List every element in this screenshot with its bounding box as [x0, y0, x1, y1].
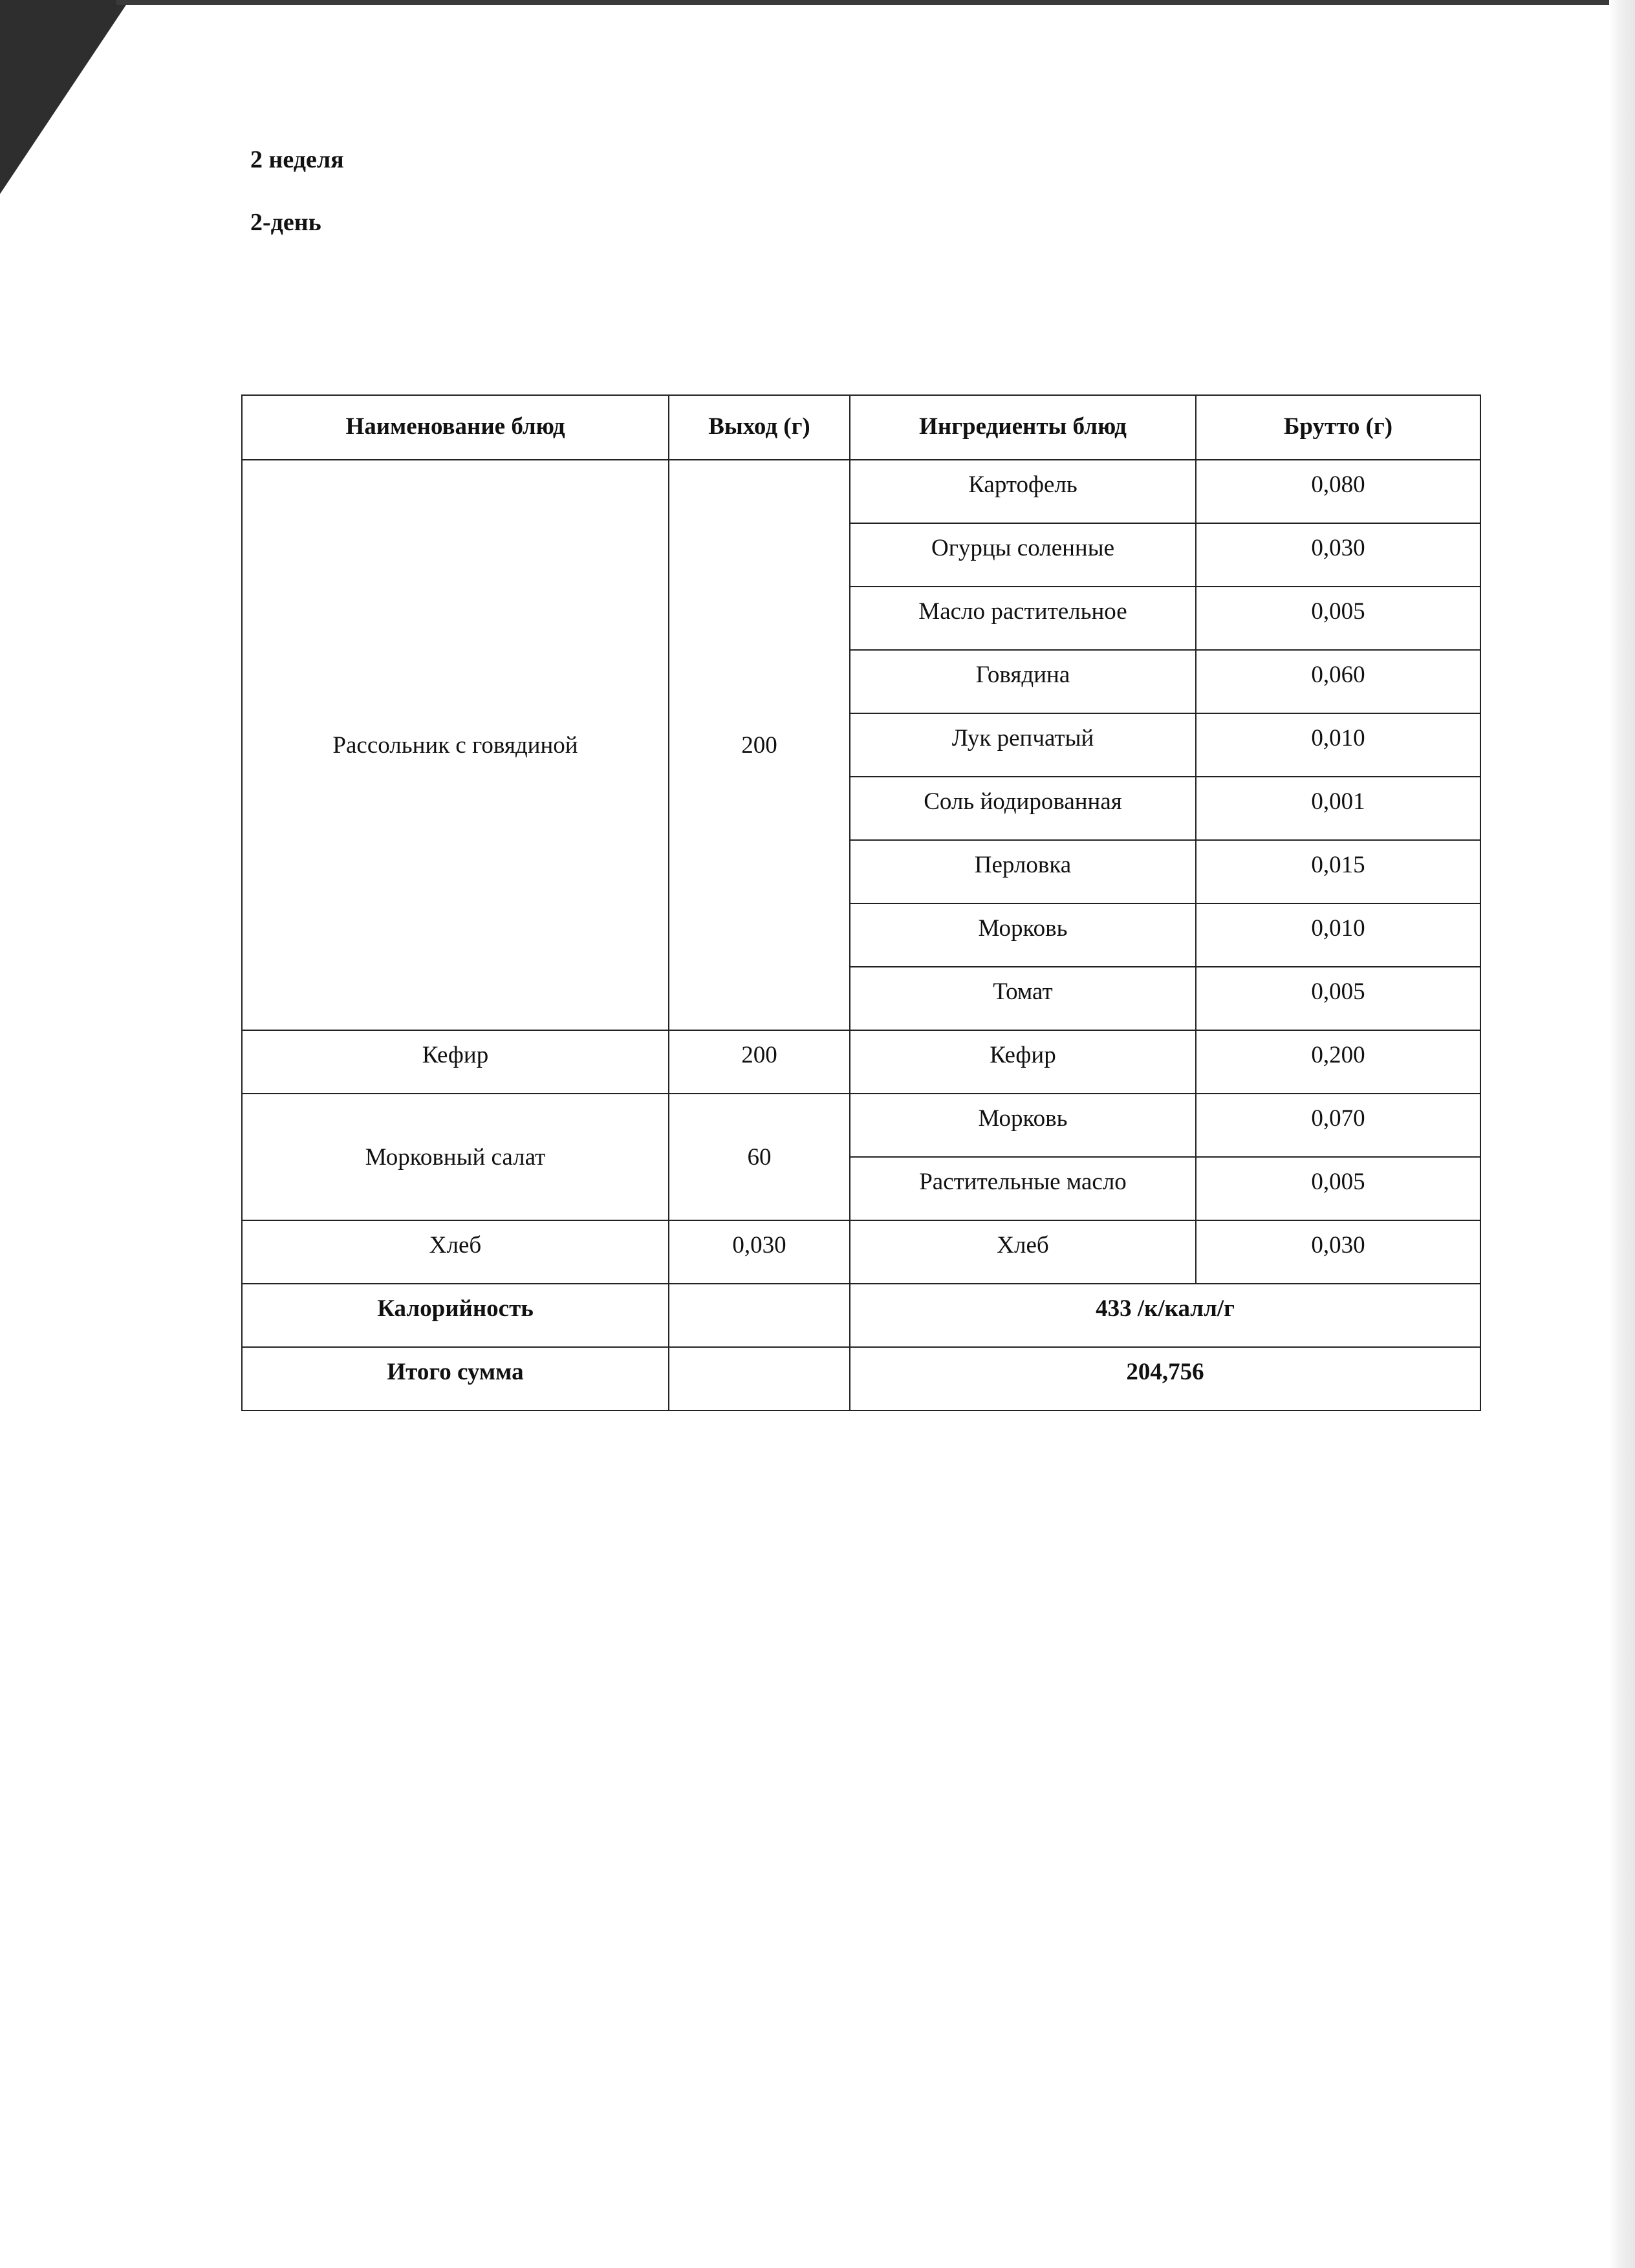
ingredient-name: Картофель — [850, 460, 1196, 523]
dish-name: Рассольник с говядиной — [242, 460, 669, 1030]
ingredient-name: Кефир — [850, 1030, 1196, 1094]
dish-yield: 60 — [669, 1094, 850, 1220]
header-yield: Выход (г) — [669, 395, 850, 460]
ingredient-gross: 0,005 — [1196, 1157, 1480, 1220]
table-row — [242, 1094, 1480, 1157]
ingredient-gross: 0,010 — [1196, 903, 1480, 967]
ingredient-gross: 0,010 — [1196, 713, 1480, 777]
table-row — [242, 460, 1480, 523]
ingredient-name: Растительные масло — [850, 1157, 1196, 1220]
table-header-row — [242, 395, 1480, 460]
ingredient-gross: 0,005 — [1196, 967, 1480, 1030]
ingredient-name: Хлеб — [850, 1220, 1196, 1284]
ingredient-name: Морковь — [850, 903, 1196, 967]
calories-label: Калорийность — [242, 1284, 669, 1347]
dish-name: Хлеб — [242, 1220, 669, 1284]
dish-yield: 200 — [669, 1030, 850, 1094]
ingredient-gross: 0,001 — [1196, 777, 1480, 840]
ingredient-gross: 0,060 — [1196, 650, 1480, 713]
calories-value: 433 /к/калл/г — [850, 1284, 1480, 1347]
header-dish: Наименование блюд — [242, 395, 669, 460]
header-ingredients: Ингредиенты блюд — [850, 395, 1196, 460]
table-row — [242, 1030, 1480, 1094]
total-empty-cell — [669, 1347, 850, 1410]
ingredient-gross: 0,015 — [1196, 840, 1480, 903]
ingredient-gross: 0,070 — [1196, 1094, 1480, 1157]
table-row — [242, 1220, 1480, 1284]
ingredient-gross: 0,030 — [1196, 523, 1480, 587]
ingredient-name: Морковь — [850, 1094, 1196, 1157]
dish-name: Кефир — [242, 1030, 669, 1094]
dish-name: Морковный салат — [242, 1094, 669, 1220]
ingredient-name: Соль йодированная — [850, 777, 1196, 840]
scan-top-edge — [116, 0, 1635, 5]
ingredient-gross: 0,005 — [1196, 587, 1480, 650]
calories-row — [242, 1284, 1480, 1347]
scan-page-corner — [0, 0, 129, 194]
ingredient-name: Говядина — [850, 650, 1196, 713]
ingredient-name: Лук репчатый — [850, 713, 1196, 777]
ingredient-gross: 0,200 — [1196, 1030, 1480, 1094]
ingredient-gross: 0,030 — [1196, 1220, 1480, 1284]
ingredient-gross: 0,080 — [1196, 460, 1480, 523]
ingredient-name: Перловка — [850, 840, 1196, 903]
ingredient-name: Огурцы соленные — [850, 523, 1196, 587]
scan-right-edge — [1609, 0, 1635, 2268]
ingredient-name: Томат — [850, 967, 1196, 1030]
day-label: 2-день — [250, 209, 321, 236]
ingredient-name: Масло растительное — [850, 587, 1196, 650]
total-label: Итого сумма — [242, 1347, 669, 1410]
total-value: 204,756 — [850, 1347, 1480, 1410]
dish-yield: 0,030 — [669, 1220, 850, 1284]
calories-empty-cell — [669, 1284, 850, 1347]
total-row — [242, 1347, 1480, 1410]
header-gross: Брутто (г) — [1196, 395, 1480, 460]
menu-table — [241, 394, 1481, 1411]
dish-yield: 200 — [669, 460, 850, 1030]
week-label: 2 неделя — [250, 146, 344, 173]
